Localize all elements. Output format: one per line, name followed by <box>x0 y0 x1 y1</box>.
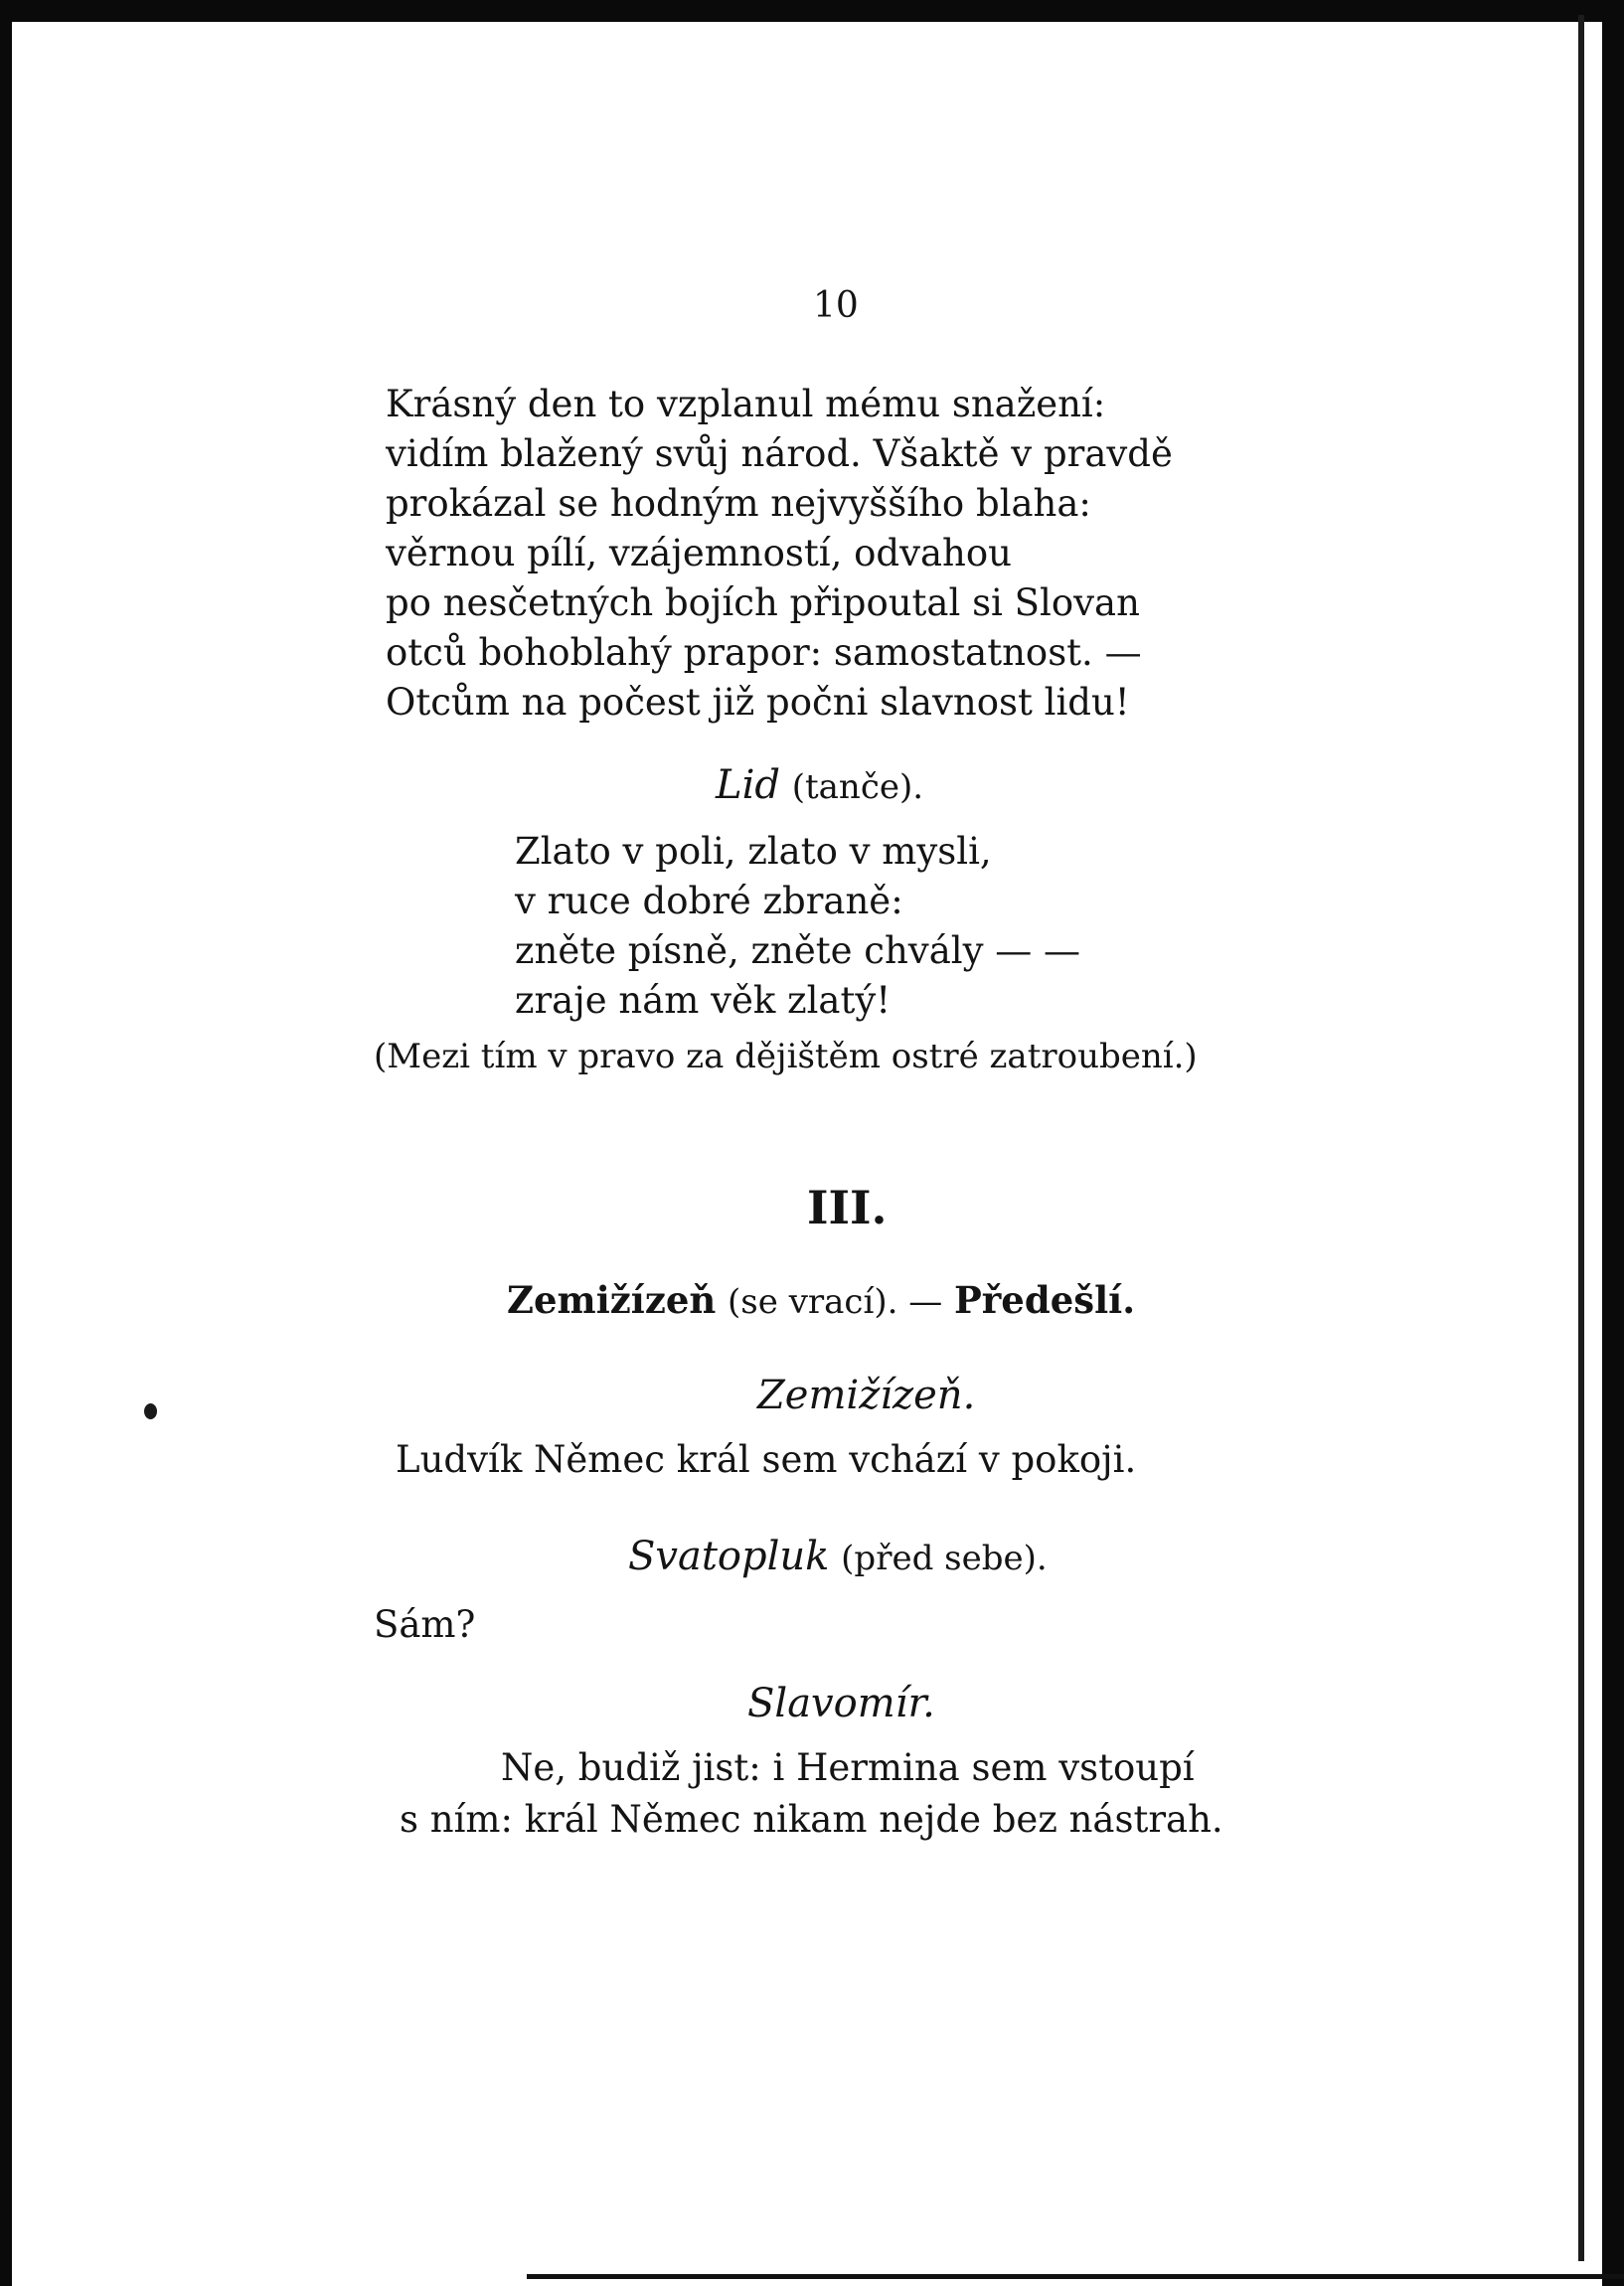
song-line: Zlato v poli, zlato v mysli, <box>515 830 992 873</box>
stage-direction-line: (Mezi tím v pravo za dějištěm ostré zatroubení.) <box>374 1037 1198 1076</box>
verse-line: otců bohoblahý prapor: samostatnost. — <box>386 631 1142 674</box>
speaker-name: Lid <box>716 762 780 808</box>
dialogue-line: Sám? <box>374 1603 476 1646</box>
dialogue-line: s ním: král Němec nikam nejde bez nástrah. <box>400 1798 1223 1841</box>
character-name: Zemižízeň <box>507 1278 717 1322</box>
speaker-name: Svatopluk <box>628 1534 830 1579</box>
verse-line: prokázal se hodným nejvyššího blaha: <box>386 482 1091 525</box>
verse-line: Otcům na počest již počni slavnost lidu! <box>386 681 1130 724</box>
ink-speck <box>144 1403 157 1419</box>
speaker-heading-lid <box>716 762 924 808</box>
scan-border-top <box>0 0 1624 22</box>
speaker-heading-slavomir: Slavomír. <box>747 1681 935 1726</box>
page-number: 10 <box>813 285 859 326</box>
stage-direction: (před sebe). <box>841 1539 1048 1578</box>
speaker-heading-zemizizen: Zemižízeň. <box>757 1373 976 1418</box>
scene-cast <box>507 1278 1136 1322</box>
song-line: zněte písně, zněte chvály — — <box>515 929 1081 972</box>
verse-line: po nesčetných bojích připoutal si Slovan <box>386 581 1140 624</box>
scan-border-right-inner <box>1578 15 1584 2261</box>
scene-number: III. <box>807 1181 888 1234</box>
verse-line: věrnou pílí, vzájemností, odvahou <box>386 532 1012 574</box>
scan-border-left <box>0 0 12 2286</box>
verse-line: Krásný den to vzplanul mému snažení: <box>386 383 1106 425</box>
song-line: zraje nám věk zlatý! <box>515 979 892 1022</box>
dialogue-line: Ne, budiž jist: i Hermina sem vstoupí <box>501 1746 1195 1789</box>
scan-border-bottom <box>527 2274 1624 2279</box>
speaker-heading-svatopluk <box>628 1534 1048 1579</box>
stage-direction: (tanče). <box>791 767 924 807</box>
character-name: Předešlí. <box>953 1278 1136 1322</box>
scan-border-right <box>1602 0 1624 2286</box>
dialogue-line: Ludvík Němec král sem vchází v pokoji. <box>396 1438 1137 1481</box>
stage-direction: (se vrací). — <box>728 1282 943 1322</box>
song-line: v ruce dobré zbraně: <box>515 880 903 922</box>
verse-line: vidím blažený svůj národ. Všaktě v pravdě <box>386 432 1173 475</box>
